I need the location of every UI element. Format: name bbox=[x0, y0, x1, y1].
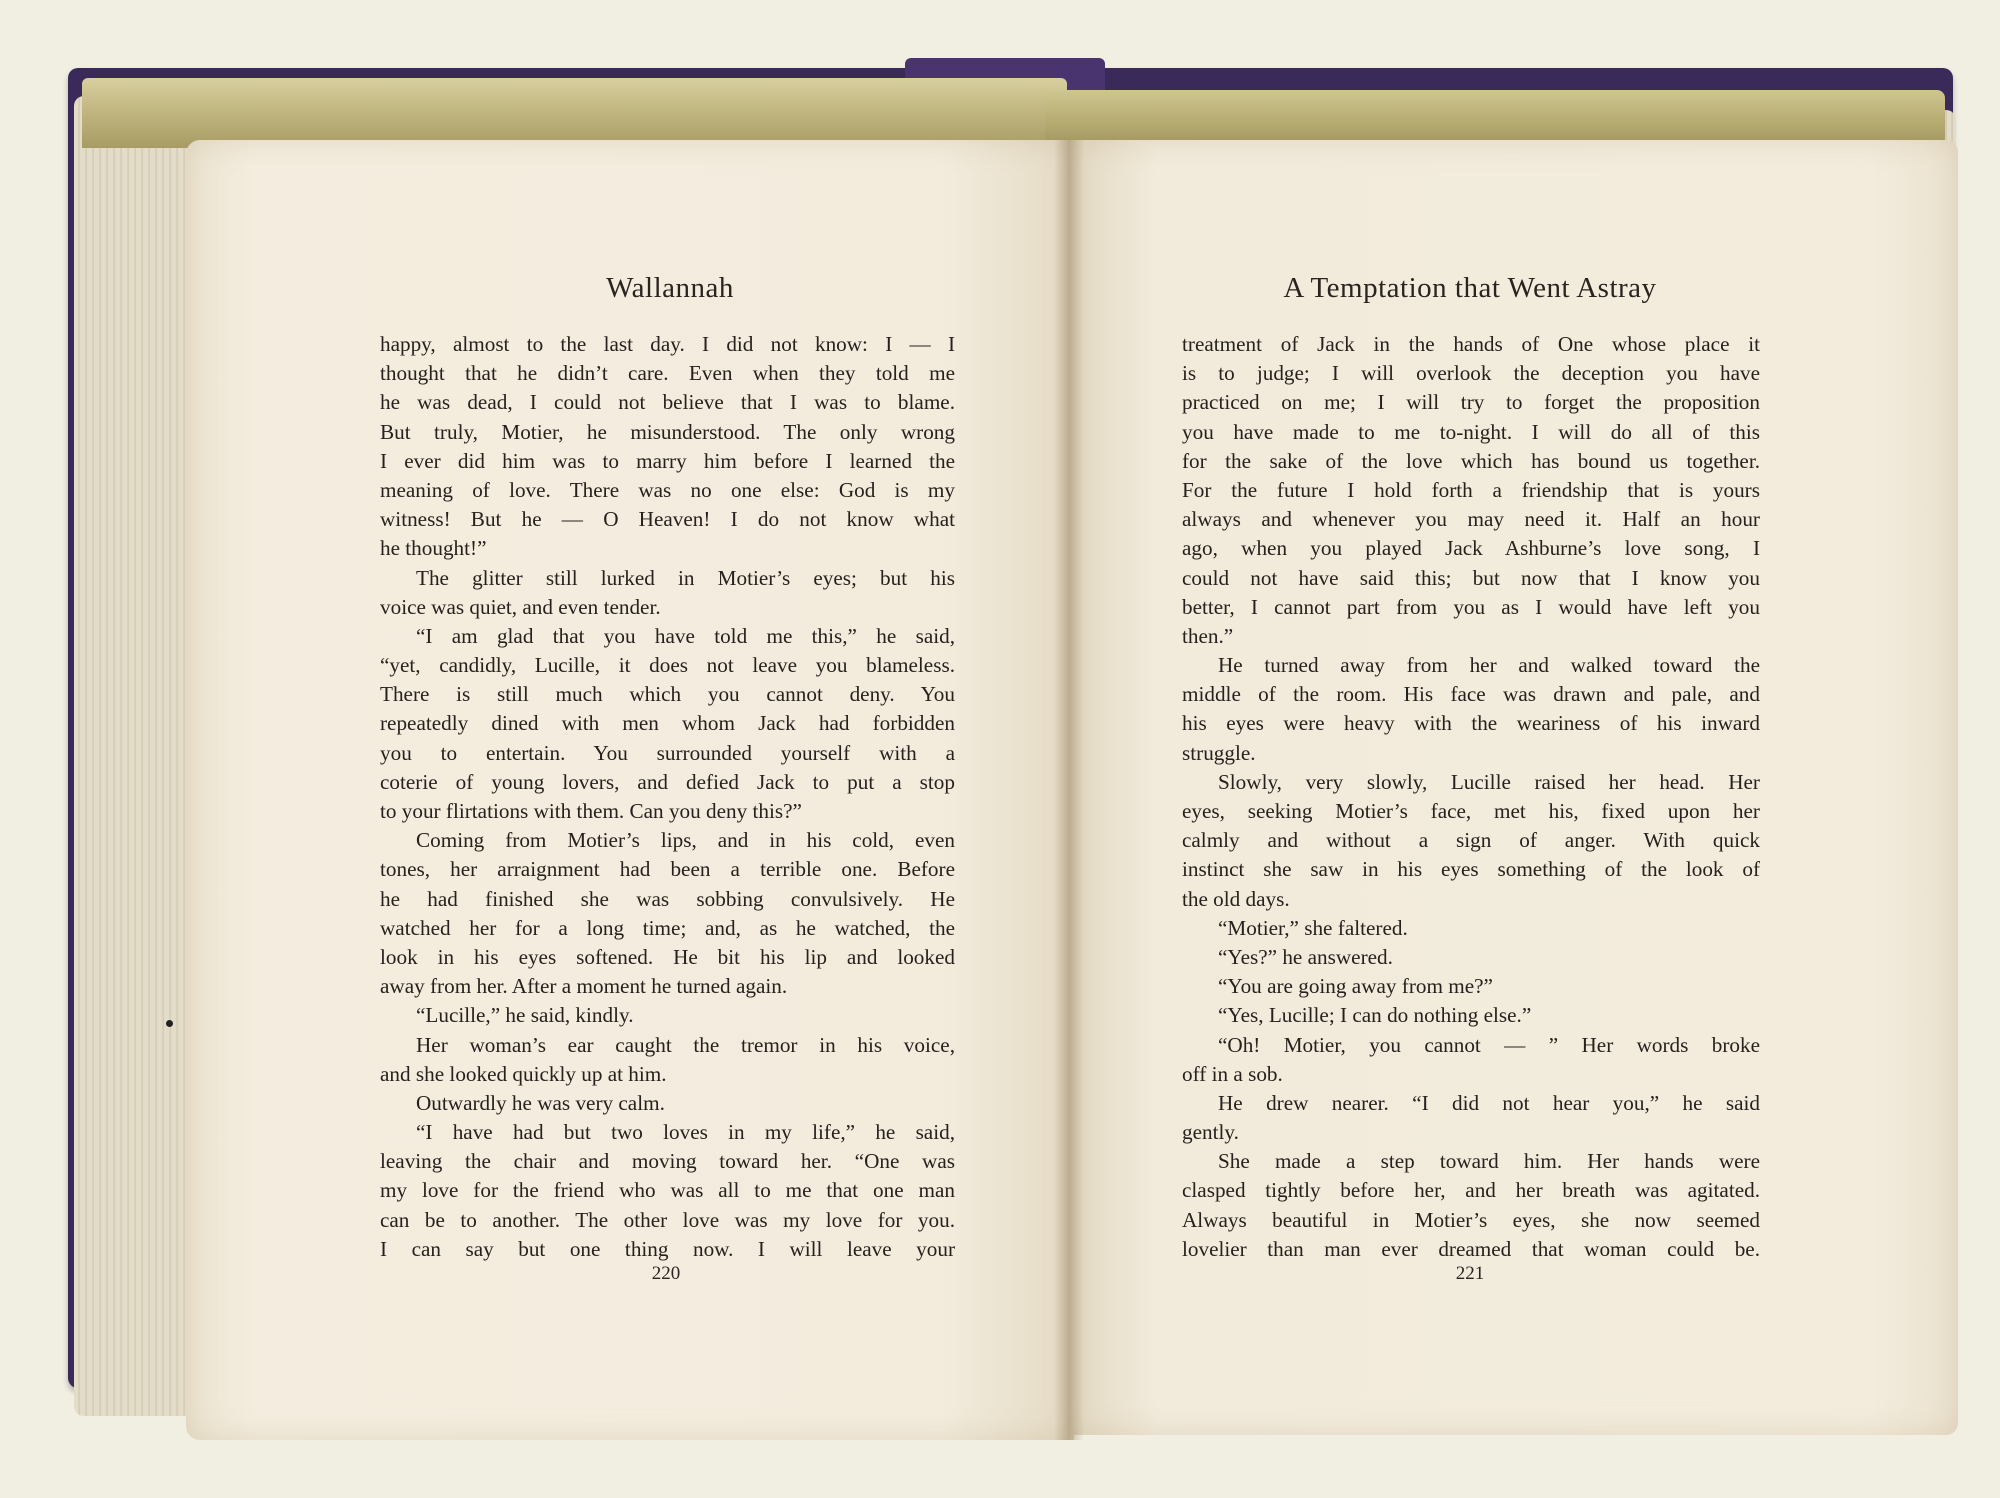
text-line: coterie of young lovers, and defied Jack to put a stop bbox=[380, 769, 955, 794]
text-line: voice was quiet, and even tender. bbox=[380, 594, 661, 619]
text-line: meaning of love. There was no one else: God is my bbox=[380, 477, 955, 502]
text-line: “Oh! Motier, you cannot — ” Her words broke bbox=[1218, 1032, 1760, 1057]
text-line: “yet, candidly, Lucille, it does not leave you blameless. bbox=[380, 653, 955, 678]
text-line: “Yes?” he answered. bbox=[1218, 944, 1393, 969]
text-line: She made a step toward him. Her hands were bbox=[1218, 1149, 1760, 1174]
text-line: Always beautiful in Motier’s eyes, she now seemed bbox=[1182, 1207, 1760, 1232]
text-line: clasped tightly before her, and her breath was agitated. bbox=[1182, 1178, 1760, 1203]
text-line: “Motier,” she faltered. bbox=[1218, 915, 1408, 940]
gilt-edge-left bbox=[82, 78, 1067, 148]
text-line: calmly and without a sign of anger. With quick bbox=[1182, 828, 1760, 853]
text-line: to your flirtations with them. Can you deny this?” bbox=[380, 799, 802, 823]
left-page-text bbox=[380, 330, 955, 1264]
text-line: leaving the chair and moving toward her. “One was bbox=[380, 1149, 955, 1174]
left-page-stack bbox=[74, 96, 194, 1416]
text-line: for the sake of the love which has bound us together. bbox=[1182, 448, 1760, 473]
text-line: watched her for a long time; and, as he watched, the bbox=[380, 915, 955, 940]
gutter-shadow bbox=[1054, 140, 1084, 1440]
text-line: ago, when you played Jack Ashburne’s love song, I bbox=[1182, 536, 1760, 561]
text-line: then.” bbox=[1182, 623, 1234, 648]
text-line: Slowly, very slowly, Lucille raised her head. Her bbox=[1218, 769, 1760, 794]
text-line: “I have had but two loves in my life,” he said, bbox=[416, 1120, 955, 1145]
text-line: But truly, Motier, he misunderstood. The only wrong bbox=[380, 419, 955, 444]
text-line: He drew nearer. “I did not hear you,” he said bbox=[1218, 1090, 1760, 1115]
text-line: he had finished she was sobbing convulsively. He bbox=[380, 886, 955, 911]
text-line: “Yes, Lucille; I can do nothing else.” bbox=[1218, 1003, 1532, 1028]
text-line: struggle. bbox=[1182, 740, 1256, 765]
text-line: eyes, seeking Motier’s face, met his, fixed upon her bbox=[1182, 799, 1760, 823]
text-line: “You are going away from me?” bbox=[1218, 974, 1493, 999]
text-line: For the future I hold forth a friendship that is yours bbox=[1182, 477, 1760, 502]
text-line: better, I cannot part from you as I would have left you bbox=[1182, 594, 1760, 619]
text-line: off in a sob. bbox=[1182, 1061, 1283, 1086]
text-line: “I am glad that you have told me this,” he said, bbox=[416, 623, 955, 648]
text-line: treatment of Jack in the hands of One whose place it bbox=[1182, 332, 1760, 356]
left-running-head: Wallannah bbox=[606, 272, 734, 304]
left-page-number: 220 bbox=[651, 1263, 681, 1284]
text-line: the old days. bbox=[1182, 886, 1290, 911]
text-line: away from her. After a moment he turned again. bbox=[380, 974, 788, 999]
text-line: instinct she saw in his eyes something of the look of bbox=[1182, 857, 1760, 882]
text-line: look in his eyes softened. He bit his lip and looked bbox=[380, 944, 955, 969]
text-line: you to entertain. You surrounded yourself with a bbox=[380, 740, 955, 765]
right-page-number: 221 bbox=[1455, 1263, 1485, 1284]
text-line: his eyes were heavy with the weariness of his inward bbox=[1182, 711, 1760, 736]
text-line: middle of the room. His face was drawn and pale, and bbox=[1182, 682, 1760, 707]
text-line: He turned away from her and walked toward the bbox=[1218, 653, 1760, 678]
text-line: Her woman’s ear caught the tremor in his voice, bbox=[416, 1032, 955, 1057]
text-line: tones, her arraignment had been a terrible one. Before bbox=[380, 857, 955, 882]
text-line: repeatedly dined with men whom Jack had forbidden bbox=[380, 711, 955, 736]
text-line: There is still much which you cannot deny. You bbox=[380, 682, 955, 707]
text-line: I ever did him was to marry him before I learned the bbox=[380, 448, 955, 473]
text-line: lovelier than man ever dreamed that woman could be. bbox=[1182, 1236, 1760, 1261]
text-line: Outwardly he was very calm. bbox=[416, 1090, 665, 1115]
text-line: witness! But he — O Heaven! I do not know what bbox=[380, 507, 955, 532]
text-line: can be to another. The other love was my love for you. bbox=[380, 1207, 955, 1232]
text-line: you have made to me to-night. I will do all of this bbox=[1182, 419, 1760, 444]
ink-dot bbox=[166, 1020, 173, 1027]
text-line: and she looked quickly up at him. bbox=[380, 1061, 667, 1086]
text-line: Coming from Motier’s lips, and in his cold, even bbox=[416, 828, 955, 853]
text-line: thought that he didn’t care. Even when they told me bbox=[380, 361, 955, 386]
text-line: he thought!” bbox=[380, 536, 487, 561]
right-running-head: A Temptation that Went Astray bbox=[1283, 272, 1657, 304]
text-line: “Lucille,” he said, kindly. bbox=[416, 1003, 634, 1028]
text-line: I can say but one thing now. I will leave your bbox=[380, 1236, 955, 1261]
text-line: he was dead, I could not believe that I was to blame. bbox=[380, 390, 955, 415]
right-page-text bbox=[1182, 330, 1760, 1264]
text-line: is to judge; I will overlook the deception you have bbox=[1182, 361, 1760, 386]
text-line: my love for the friend who was all to me that one man bbox=[380, 1178, 955, 1203]
text-line: gently. bbox=[1182, 1120, 1239, 1145]
text-line: could not have said this; but now that I know you bbox=[1182, 565, 1760, 590]
text-line: happy, almost to the last day. I did not know: I — I bbox=[380, 332, 955, 356]
text-line: always and whenever you may need it. Half an hour bbox=[1182, 507, 1760, 532]
text-line: practiced on me; I will try to forget the proposition bbox=[1182, 390, 1760, 415]
text-line: The glitter still lurked in Motier’s eyes; but his bbox=[416, 565, 955, 590]
